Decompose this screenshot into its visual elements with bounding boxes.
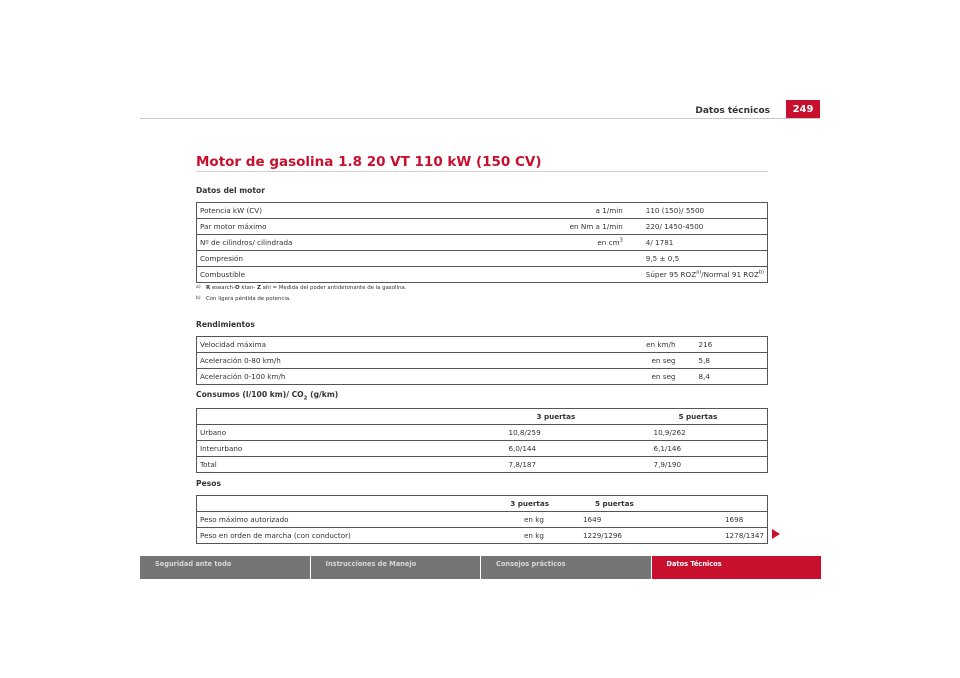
footnote-mark: a) xyxy=(196,285,201,290)
row-unit: en seg xyxy=(487,353,681,369)
row-unit: en kg xyxy=(438,512,549,528)
row-unit: en seg xyxy=(487,369,681,385)
fuel-b-note: b) xyxy=(758,269,764,276)
table-row xyxy=(197,425,768,441)
footnote-mark: b) xyxy=(196,296,201,301)
consumption-heading xyxy=(196,390,338,402)
page-title: Motor de gasolina 1.8 20 VT 110 kW (150 CV) xyxy=(196,154,542,170)
tab-datos-tecnicos[interactable]: Datos Técnicos xyxy=(652,556,822,579)
fn-o: O xyxy=(235,285,240,291)
footer-nav xyxy=(140,556,821,579)
row-unit xyxy=(442,267,628,283)
table-row xyxy=(197,528,768,544)
row-label: Nº de cilindros/ cilindrada xyxy=(197,235,442,251)
fuel-a-note: a) xyxy=(696,269,702,276)
row-value-3: 6,0/144 xyxy=(506,441,651,457)
table-row xyxy=(197,203,768,219)
row-label: Combustible xyxy=(197,267,442,283)
title-rule xyxy=(196,171,768,172)
engine-table xyxy=(196,202,768,283)
v3: 1649 xyxy=(582,515,602,524)
consumption-table xyxy=(196,408,768,473)
row-label: Par motor máximo xyxy=(197,219,442,235)
fuel-b: /Normal 91 ROZ xyxy=(701,270,759,279)
weights-table xyxy=(196,495,768,544)
table-row xyxy=(197,457,768,473)
col-3-puertas: 3 puertas xyxy=(438,496,549,512)
table-header-row xyxy=(197,409,768,425)
consumption-heading-a: Consumos (l/100 km)/ CO xyxy=(196,390,304,399)
header-empty xyxy=(197,496,438,512)
table-row xyxy=(197,337,768,353)
row-unit xyxy=(442,235,628,251)
row-label: Peso en orden de marcha (con conductor) xyxy=(197,528,438,544)
v3: 1229/1296 xyxy=(582,531,622,540)
page-number: 249 xyxy=(786,100,820,119)
table-row xyxy=(197,267,768,283)
row-value-3 xyxy=(549,528,768,544)
unit-text: en cm xyxy=(597,238,620,247)
row-label: Velocidad máxima xyxy=(197,337,487,353)
row-value-5: 10,9/262 xyxy=(651,425,768,441)
table-row xyxy=(197,353,768,369)
row-value-3: 7,8/187 xyxy=(506,457,651,473)
row-label: Interurbano xyxy=(197,441,506,457)
tab-seguridad[interactable]: Seguridad ante todo xyxy=(140,556,310,579)
col-5-puertas: 5 puertas xyxy=(651,409,768,425)
table-row xyxy=(197,441,768,457)
v5: 1698 xyxy=(724,515,744,524)
row-value: 9,5 ± 0,5 xyxy=(628,251,768,267)
row-label: Aceleración 0-100 km/h xyxy=(197,369,487,385)
table-header-row xyxy=(197,496,768,512)
row-unit: a 1/min xyxy=(442,203,628,219)
footnote-text: Con ligera pérdida de potencia. xyxy=(206,296,291,302)
table-row xyxy=(197,235,768,251)
fuel-a: Súper 95 ROZ xyxy=(645,270,697,279)
row-value-3: 10,8/259 xyxy=(506,425,651,441)
weights-heading: Pesos xyxy=(196,479,221,488)
v5: 1278/1347 xyxy=(724,531,764,540)
header-rule xyxy=(140,118,820,119)
row-value xyxy=(628,267,768,283)
next-page-arrow-icon[interactable] xyxy=(772,529,780,539)
unit-superscript: 3 xyxy=(619,237,623,244)
table-row xyxy=(197,369,768,385)
fn-o-rest: ktan- xyxy=(239,285,257,291)
col-3-puertas: 3 puertas xyxy=(506,409,651,425)
row-value: 220/ 1450-4500 xyxy=(628,219,768,235)
row-value: 216 xyxy=(681,337,768,353)
row-label: Potencia kW (CV) xyxy=(197,203,442,219)
fn-z: Z xyxy=(256,285,261,291)
header-section-title: Datos técnicos xyxy=(695,106,770,116)
table-row xyxy=(197,251,768,267)
row-unit: en km/h xyxy=(487,337,681,353)
table-row xyxy=(197,219,768,235)
fn-r-rest: esearch- xyxy=(210,285,236,291)
col-5-puertas: 5 puertas xyxy=(549,496,768,512)
row-unit: en kg xyxy=(438,528,549,544)
fn-r: R xyxy=(206,285,211,291)
engine-heading: Datos del motor xyxy=(196,186,265,195)
row-unit xyxy=(442,251,628,267)
row-label: Peso máximo autorizado xyxy=(197,512,438,528)
performance-heading: Rendimientos xyxy=(196,320,255,329)
row-value: 5,8 xyxy=(681,353,768,369)
fn-z-rest: ahl = Medida del poder antidetonante de la gasolina. xyxy=(260,285,407,291)
row-label: Total xyxy=(197,457,506,473)
row-value: 4/ 1781 xyxy=(628,235,768,251)
tab-consejos[interactable]: Consejos prácticos xyxy=(481,556,651,579)
row-label: Aceleración 0-80 km/h xyxy=(197,353,487,369)
footnote-a xyxy=(196,285,406,291)
tab-instrucciones[interactable]: Instrucciones de Manejo xyxy=(311,556,481,579)
header-empty xyxy=(197,409,506,425)
table-row xyxy=(197,512,768,528)
row-value: 8,4 xyxy=(681,369,768,385)
row-value-5: 7,9/190 xyxy=(651,457,768,473)
row-label: Urbano xyxy=(197,425,506,441)
row-value: 110 (150)/ 5500 xyxy=(628,203,768,219)
performance-table xyxy=(196,336,768,385)
row-unit: en Nm a 1/min xyxy=(442,219,628,235)
row-label: Compresión xyxy=(197,251,442,267)
row-value-3 xyxy=(549,512,768,528)
footnote-b xyxy=(196,296,291,302)
row-value-5: 6,1/146 xyxy=(651,441,768,457)
consumption-heading-b: (g/km) xyxy=(307,390,339,399)
consumption-heading-sub: 2 xyxy=(303,395,308,402)
